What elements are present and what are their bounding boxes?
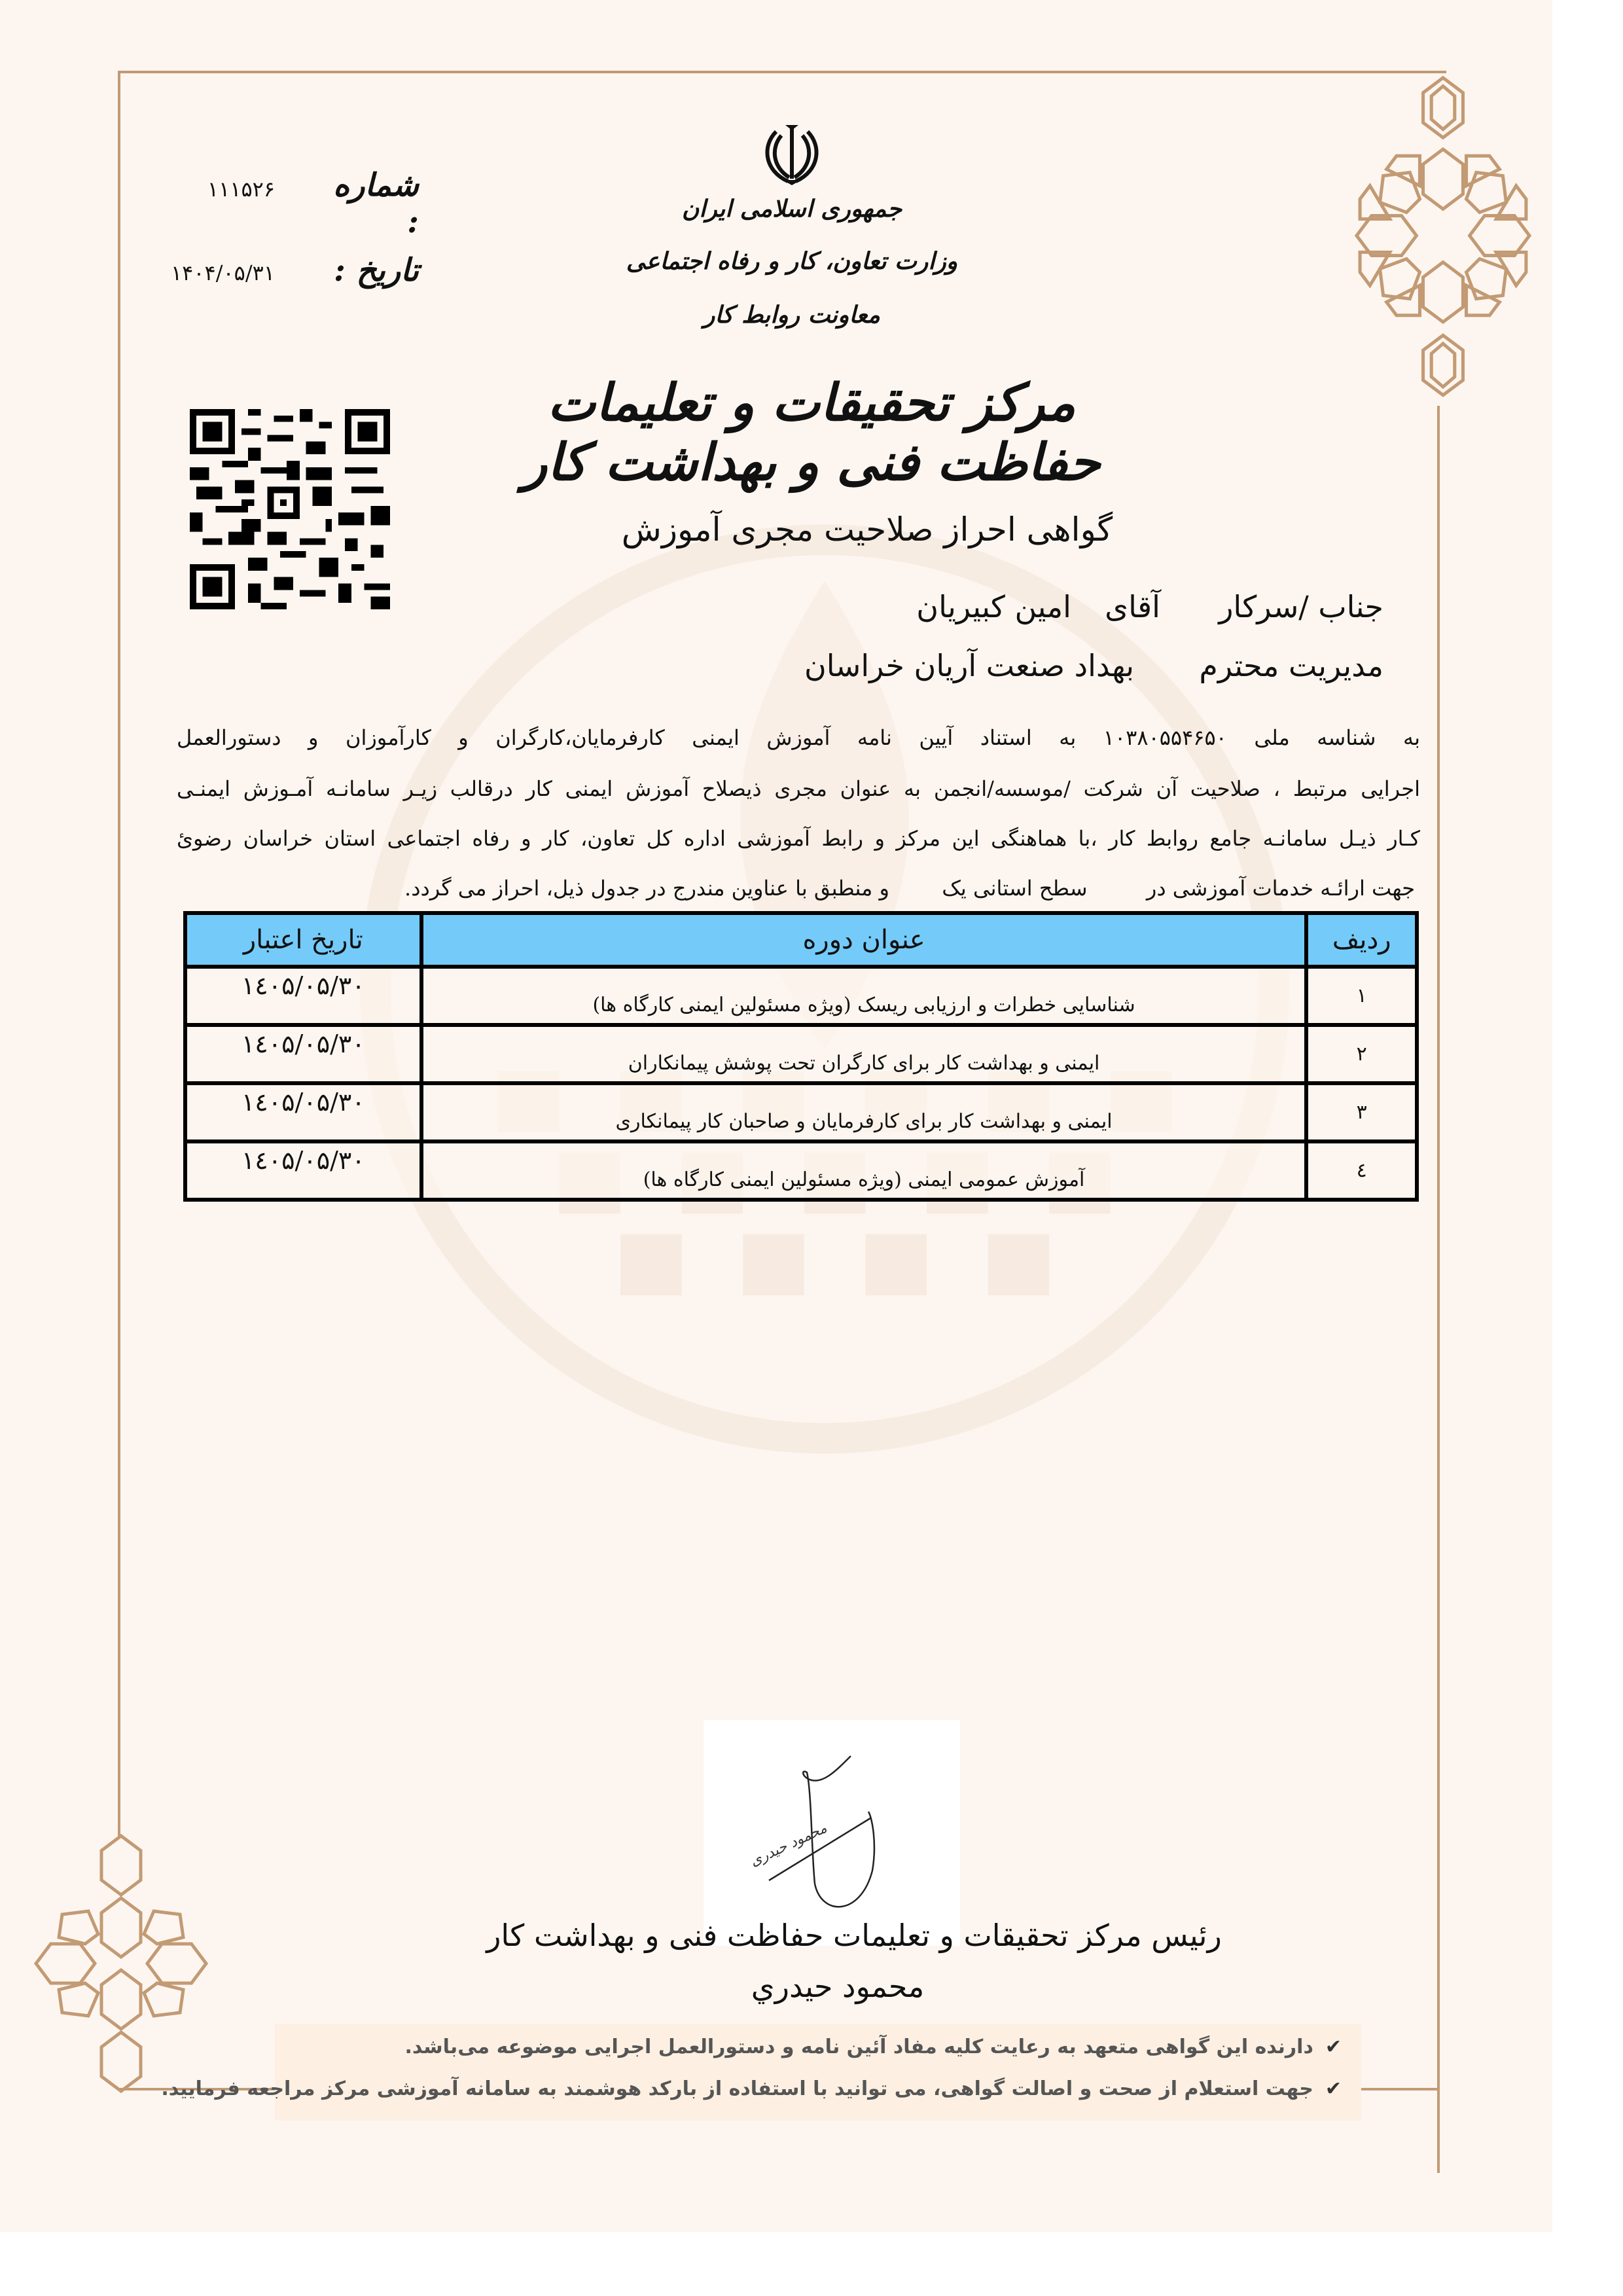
frame-top bbox=[118, 71, 1446, 73]
note-text: دارنده این گواهی متعهد به رعایت کلیه مفاد آئین نامه و دستورالعمل اجرایی موضوعه می‌باشد. bbox=[404, 2036, 1313, 2058]
notes-box bbox=[161, 2024, 1361, 2121]
table-row bbox=[185, 967, 1417, 1025]
table-row bbox=[185, 1141, 1417, 1200]
note-item bbox=[404, 2036, 1342, 2058]
signature-icon bbox=[704, 1720, 960, 1946]
header-row-number: ردیف bbox=[1306, 913, 1417, 967]
table-row bbox=[185, 1025, 1417, 1083]
corner-ornament-top-right bbox=[1335, 65, 1551, 406]
course-title: شناسایی خطرات و ارزیابی ریسک (ویژه مسئولین ایمنی کارگاه ها) bbox=[421, 967, 1307, 1025]
validity-date: ۱٤۰۵/۰۵/۳۰ bbox=[185, 1083, 421, 1141]
validity-date: ۱٤۰۵/۰۵/۳۰ bbox=[185, 967, 421, 1025]
date-value: ۱۴۰۴/۰۵/۳۱ bbox=[170, 260, 275, 285]
level-value: سطح استانی یک bbox=[942, 876, 1088, 901]
course-title: ایمنی و بهداشت کار برای کارگران تحت پوشش پیمانکاران bbox=[421, 1025, 1307, 1083]
validity-date: ۱٤۰۵/۰۵/۳۰ bbox=[185, 1025, 421, 1083]
courses-table bbox=[183, 911, 1419, 1202]
honorific: آقای bbox=[1105, 589, 1160, 624]
national-id-label: به شناسه ملی bbox=[1254, 725, 1421, 750]
body-line-2: اجرایی مرتبط ، صلاحیت آن شرکت /موسسه/انجمن به عنوان مجری ذیصلاح آموزش ایمنی کار درقالب زیـر سامانـه آمـوزش ایمنـی bbox=[177, 776, 1421, 801]
signer-role: رئیس مرکز تحقیقات و تعلیمات حفاظت فنی و بهداشت کار bbox=[486, 1918, 1222, 1953]
number-value: ۱۱۱۵۲۶ bbox=[207, 177, 275, 202]
ministry-name: وزارت تعاون، کار و رفاه اجتماعی bbox=[626, 247, 958, 275]
body-line-1 bbox=[177, 725, 1420, 750]
body-text: و منطبق با عناوین مندرج در جدول ذیل، احراز می گردد. bbox=[404, 876, 889, 901]
corner-ornament-bottom-left bbox=[13, 1833, 229, 2094]
signature-image bbox=[704, 1720, 960, 1946]
course-title: ایمنی و بهداشت کار برای کارفرمایان و صاحبان کار پیمانکاری bbox=[421, 1083, 1307, 1141]
row-number: ۱ bbox=[1306, 967, 1417, 1025]
table-row bbox=[185, 1083, 1417, 1141]
national-id-value: ۱۰۳۸۰۵۵۴۶۵۰ bbox=[1103, 725, 1227, 750]
iran-emblem-icon bbox=[759, 121, 825, 187]
row-number: ۲ bbox=[1306, 1025, 1417, 1083]
header-course-title: عنوان دوره bbox=[421, 913, 1307, 967]
check-icon: ✔ bbox=[1325, 2077, 1342, 2100]
organization-title: مرکز تحقیقات و تعلیمات حفاظت فنی و بهداشت کار bbox=[522, 373, 1101, 492]
note-item bbox=[161, 2077, 1342, 2100]
header-validity-date: تاریخ اعتبار bbox=[185, 913, 421, 967]
deputy-name: معاونت روابط کار bbox=[704, 301, 880, 329]
table-header-row bbox=[185, 913, 1417, 967]
company-name: بهداد صنعت آریان خراسان bbox=[804, 648, 1135, 683]
frame-right bbox=[1437, 406, 1440, 2173]
recipient-name: امین کبیریان bbox=[916, 589, 1071, 624]
date-label: تاریخ : bbox=[334, 252, 419, 289]
validity-date: ۱٤۰۵/۰۵/۳۰ bbox=[185, 1141, 421, 1200]
body-text: جهت ارائـه خدمات آموزشی در bbox=[1146, 876, 1415, 901]
recipient-line bbox=[916, 589, 1383, 624]
province-value: خراسان رضوئ bbox=[177, 826, 313, 851]
body-text: به استناد آیین نامه آموزش ایمنی کارفرمایان،کارگران و کارآموزان و دستورالعمل bbox=[177, 725, 1077, 750]
body-text: کـار ذیـل سامانـه جامع روابط کار ،با هماهنگی این مرکز و رابط آموزشی اداره کل تعاون، کار و رفاه اجتماعی استان bbox=[324, 826, 1421, 851]
check-icon: ✔ bbox=[1325, 2036, 1342, 2058]
row-number: ۳ bbox=[1306, 1083, 1417, 1141]
role-label: مدیریت محترم bbox=[1199, 648, 1383, 683]
signer-name: محمود حيدري bbox=[751, 1969, 925, 2004]
row-number: ٤ bbox=[1306, 1141, 1417, 1200]
number-label: شماره : bbox=[333, 167, 419, 240]
note-text: جهت استعلام از صحت و اصالت گواهی، می توانید با استفاده از بارکد هوشمند به سامانه آموزشی مرکز مراجعه فرمایید. bbox=[161, 2077, 1313, 2100]
signature-text: محمود حیدری bbox=[747, 1820, 830, 1870]
salutation: جناب /سرکار bbox=[1219, 589, 1383, 624]
frame-left bbox=[118, 71, 120, 1838]
body-line-3 bbox=[177, 826, 1420, 851]
government-name: جمهوری اسلامی ایران bbox=[681, 195, 902, 223]
company-line bbox=[804, 648, 1383, 683]
certificate-title: گواهی احراز صلاحیت مجری آموزش bbox=[621, 511, 1113, 548]
course-title: آموزش عمومی ایمنی (ویژه مسئولین ایمنی کارگاه ها) bbox=[421, 1141, 1307, 1200]
body-line-4 bbox=[404, 876, 1415, 901]
qr-code[interactable] bbox=[183, 403, 397, 616]
